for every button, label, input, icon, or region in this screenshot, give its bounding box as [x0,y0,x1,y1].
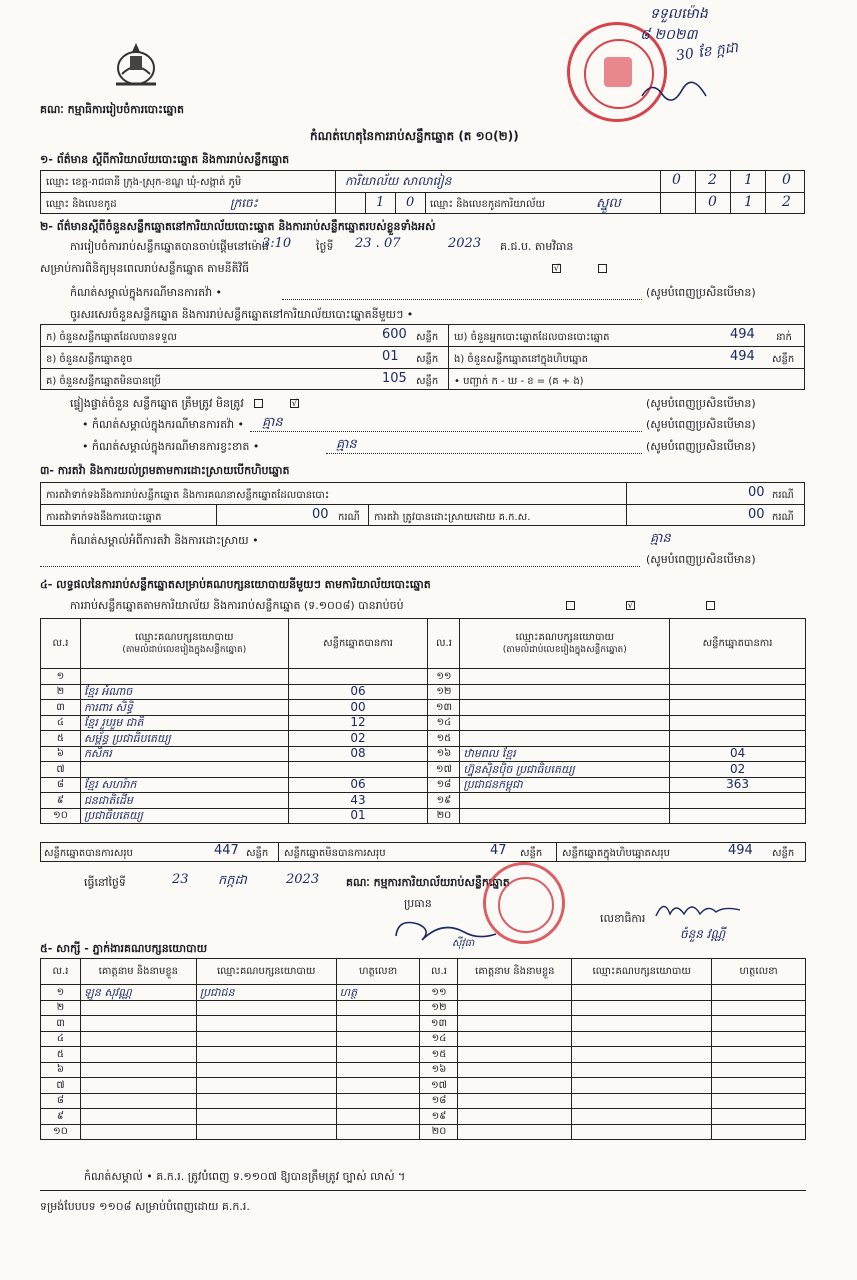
witness-row [41,1109,806,1125]
total2-label: សន្លឹកឆ្នោតមិនបានការសរុប [284,848,386,859]
section2-b1-label: • កំណត់សម្គាល់ក្នុងករណីមានការតវ៉ា • [82,418,245,431]
witness-row [41,1124,806,1140]
witness-party [572,1109,712,1125]
col-party-right: ឈ្មោះគណបក្សនយោបាយ (តាមលំដាប់លេខរៀងក្នុងសន្លឹកឆ្នោត) [460,619,670,669]
witness-signature [712,1016,806,1032]
count-left-2-value: 105 [382,371,407,386]
witness-name [458,1109,572,1125]
signer-left: ស៊ីវុធា [452,938,475,949]
section4-intro: ការរាប់សន្លឹកឆ្នោតតាមការិយាល័យ និងការរាប់សន្លឹកឆ្នោត (ទ.១០០៨) បានរាប់ចប់ [70,599,404,612]
witness-name [458,1062,572,1078]
row-no: ៦ [41,746,81,762]
section2-p1-b: ថ្ងៃទី [316,240,334,253]
corner-note-line1: ទទួលម៉ោង [650,6,708,22]
witness-name: ឡូន សុវណ្ណ [80,985,196,1001]
results-row [41,715,806,731]
count-left-0-unit: សន្លឹក [416,332,439,343]
row-party: ប្រជាធិបតេយ្យ [80,808,288,824]
section3-r2-value2: 00 [748,507,765,522]
row-votes [670,715,806,731]
count-left-1-label: ខ) ចំនួនសន្លឹកឆ្នោតខូច [46,354,133,365]
witness-signature [336,1031,420,1047]
count-right-0-unit: នាក់ [776,332,792,343]
witness-party [196,1093,336,1109]
section3-r2-unit2: ករណី [772,512,794,523]
count-left-2-unit: សន្លឹក [416,376,439,387]
witness-row [41,1093,806,1109]
row-party: ខ្មែរ អំណាច [80,684,288,700]
witness-name [458,1000,572,1016]
sign-committee: គណៈ កម្មការការិយាល័យរាប់សន្លឹកឆ្នោត [346,876,510,889]
row-votes [670,808,806,824]
witness-signature [712,1109,806,1125]
row-party [80,669,288,685]
count-right-1-value: 494 [730,349,755,364]
witness-party [196,1016,336,1032]
row-party: ជនជាតិដើម [80,793,288,809]
section3-r1-label: ការតវ៉ាទាក់ទងនឹងការរាប់សន្លឹកឆ្នោត និងការគណនាសន្លឹកឆ្នោតដែលបានបោះ [46,490,330,501]
witness-no: ៦ [41,1062,81,1078]
witness-row [41,1016,806,1032]
witness-signature [712,1093,806,1109]
witness-signature [336,1062,420,1078]
row-votes: 08 [288,746,428,762]
witness-row [41,1000,806,1016]
witness-party [196,1000,336,1016]
section2-b1-hint: (សូមបំពេញប្រសិនបើមាន) [646,418,756,431]
results-row [41,669,806,685]
row-votes: 363 [670,777,806,793]
code-right-top-1: 0 [672,172,681,188]
row-votes: 43 [288,793,428,809]
witness-party [572,985,712,1001]
checkbox-s4-c[interactable] [706,601,715,610]
witness-signature: ហត្ថ [336,985,420,1001]
witness-signature [336,1124,420,1140]
corner-note-line3: 30 ខែ ក្កដា [675,39,740,65]
section5-heading: ៥- សាក្សី - ភ្នាក់ងារគណបក្សនយោបាយ [40,942,208,955]
total2-value: 47 [490,843,507,858]
row-no: ១៦ [428,746,460,762]
witness-name [458,1093,572,1109]
row-party: ហ្វ៊ុនស៊ិនប៉ិច ប្រជាធិបតេយ្យ [460,762,670,778]
date-label: ធ្វើនៅថ្ងៃទី [84,876,126,889]
row-party [80,762,288,778]
witness-signature [712,1047,806,1063]
total3-unit: សន្លឹក [772,848,795,859]
witness-party [196,1124,336,1140]
row-party: ប្រជាជនកម្ពុជា [460,777,670,793]
witness-no: ១២ [420,1000,458,1016]
count-left-0-value: 600 [382,327,407,342]
witness-name [458,1078,572,1094]
row-no: ១១ [428,669,460,685]
witness-party [572,1124,712,1140]
witness-no: ៤ [41,1031,81,1047]
w-col-no-left: ល.រ [41,959,81,985]
section3-note-label: កំណត់សម្គាល់អំពីការតវ៉ា និងការដោះស្រាយ • [70,534,259,547]
witness-no: ១៤ [420,1031,458,1047]
section3-r2-unit: ករណី [338,512,360,523]
witness-name [458,1124,572,1140]
authority-name: គណៈ កម្មាធិការរៀបចំការបោះឆ្នោត [40,103,184,116]
section2-b2-label: • កំណត់សម្គាល់ក្នុងករណីមានការខ្វះខាត • [82,440,260,453]
col-no-left: ល.រ [41,619,81,669]
w-col-no-right: ល.រ [420,959,458,985]
witness-name [80,1109,196,1125]
witness-signature [336,1016,420,1032]
witness-no: ១១ [420,985,458,1001]
section1-row2-label: ឈ្មោះ និងលេខកូដ [46,199,117,210]
witness-signature [712,1000,806,1016]
witness-no: ១៩ [420,1109,458,1125]
row-no: ៣ [41,700,81,716]
witness-signature [712,1124,806,1140]
witness-party [572,1047,712,1063]
row-party [460,793,670,809]
section1-row1-value: ការិយាល័យ សាលារៀន [345,174,452,188]
witness-row [41,1031,806,1047]
code-right-top-2: 2 [708,172,717,188]
witness-party [196,1047,336,1063]
witness-party [196,1078,336,1094]
witness-party [572,1062,712,1078]
row-votes: 02 [288,731,428,747]
witness-no: ៨ [41,1093,81,1109]
witness-row [41,1062,806,1078]
president-signature [392,910,502,954]
row-no: ៧ [41,762,81,778]
witness-party [572,1016,712,1032]
results-row [41,762,806,778]
section2-heading: ២- ព័ត៌មានស្តីពីចំនួនសន្លឹកឆ្នោតនៅការិយាល័យបោះឆ្នោត និងការរាប់សន្លឹកឆ្នោតរបស់ខ្លួនទាំងអស់ [40,220,436,233]
witness-no: ១ [41,985,81,1001]
results-row [41,808,806,824]
checkbox-p2-b[interactable] [598,264,607,273]
row-no: ១៨ [428,777,460,793]
witness-signature [336,1000,420,1016]
row-no: ៩ [41,793,81,809]
row-no: ១ [41,669,81,685]
witness-name [80,1093,196,1109]
row-votes [670,793,806,809]
witness-signature [712,985,806,1001]
date-month: កក្កដា [218,873,247,888]
w-col-party-left: ឈ្មោះគណបក្សនយោបាយ [196,959,336,985]
row-party [460,715,670,731]
row-party [460,808,670,824]
total3-label: សន្លឹកឆ្នោតក្នុងហិបឆ្នោតសរុប [562,848,670,859]
row-party [460,684,670,700]
w-col-name-right: គោត្តនាម និងនាមខ្លួន [458,959,572,985]
witness-no: ២០ [420,1124,458,1140]
row-no: ១០ [41,808,81,824]
witness-party [572,1000,712,1016]
secretary-label: លេខាធិការ [600,912,646,925]
total1-value: 447 [214,843,239,858]
row-votes: 01 [288,808,428,824]
row-no: ២ [41,684,81,700]
section3-heading: ៣- ការតវ៉ា និងការយល់ព្រមតាមការដោះស្រាយបើកហិបឆ្នោត [40,464,290,477]
checkbox-p2-a[interactable]: √ [553,264,560,274]
results-row [41,793,806,809]
signature-top [640,78,710,108]
row-votes [670,731,806,747]
witness-signature [336,1047,420,1063]
section2-p1-time: 3:10 [262,236,292,251]
total3-value: 494 [728,843,753,858]
row-votes [288,762,428,778]
witness-no: ១៥ [420,1047,458,1063]
section2-remark-label: កំណត់សម្គាល់ក្នុងករណីមានការតវ៉ា • [70,286,223,299]
section3-r1-value: 00 [748,485,765,500]
president-label: ប្រធាន [404,897,432,910]
witness-name [80,1124,196,1140]
section2-p4-hint: (សូមបំពេញប្រសិនបើមាន) [646,397,756,410]
section2-b1-value: គ្មាន [262,415,283,430]
witness-party: ប្រជាជន [196,985,336,1001]
w-col-sign-left: ហត្ថលេខា [336,959,420,985]
section2-p4: ផ្ទៀងផ្ទាត់ចំនួន សន្លឹកឆ្នោត ត្រឹមត្រូវ មិនត្រូវ [70,397,244,410]
row-party [460,731,670,747]
witness-no: ១៨ [420,1093,458,1109]
section3-r1-unit: ករណី [772,490,794,501]
count-right-0-value: 494 [730,327,755,342]
witness-signature [336,1093,420,1109]
row-party [460,700,670,716]
witness-row [41,1047,806,1063]
section2-p1-a: ការរៀបចំការរាប់សន្លឹកឆ្នោតបានចាប់ផ្តើមនៅម៉ោង [70,240,269,253]
results-row [41,700,806,716]
row-party: ខ្មែរ រួបរួម ជាតិ [80,715,288,731]
witness-table [40,958,806,1140]
checkbox-correct[interactable] [254,399,263,408]
code-right-top-4: 0 [782,172,791,188]
section2-p1-c: គ.ជ.ប. តាមវិធាន [500,240,574,253]
witness-name [458,1031,572,1047]
witness-name [80,1016,196,1032]
row-votes: 02 [670,762,806,778]
witness-signature [336,1109,420,1125]
row-no: ១៤ [428,715,460,731]
section1-row2-value: ក្រចេះ [230,196,258,210]
col-party-left: ឈ្មោះគណបក្សនយោបាយ (តាមលំដាប់លេខរៀងក្នុងសន្លឹកឆ្នោត) [80,619,288,669]
witness-no: ១០ [41,1124,81,1140]
witness-no: ២ [41,1000,81,1016]
section1-row1-label: ឈ្មោះ ខេត្ត-រាជធានី ក្រុង-ស្រុក-ខណ្ឌ ឃុំ-សង្កាត់ ភូមិ [46,177,242,188]
form-footer: ទម្រង់បែបបទ ១១០៨ សម្រាប់បំពេញដោយ គ.ក.រ. [40,1200,250,1213]
section4-heading: ៤- លទ្ធផលនៃការរាប់សន្លឹកឆ្នោតសម្រាប់គណបក្សនយោបាយនីមួយៗ តាមការិយាល័យបោះឆ្នោត [40,578,431,591]
row-votes: 00 [288,700,428,716]
date-day: 23 [172,872,189,887]
witness-signature [712,1062,806,1078]
section5-footnote: កំណត់សម្គាល់ • គ.ក.រ. ត្រូវបំពេញ ទ.១១០៧ ឱ្យបានត្រឹមត្រូវ ច្បាស់ លាស់ ។ [84,1170,406,1183]
row-votes: 12 [288,715,428,731]
section2-p3: ចូរសរសេរចំនួនសន្លឹកឆ្នោត និងការរាប់សន្លឹកឆ្នោតនៅការិយាល័យបោះឆ្នោតនីមួយៗ • [70,308,414,321]
w-col-party-right: ឈ្មោះគណបក្សនយោបាយ [572,959,712,985]
row-party [460,669,670,685]
code-right-bottom-3: 2 [782,194,791,210]
witness-name [458,985,572,1001]
total2-unit: សន្លឹក [520,848,543,859]
count-left-2-label: គ) ចំនួនសន្លឹកឆ្នោតមិនបានប្រើ [46,376,161,387]
witness-party [196,1109,336,1125]
checkbox-incorrect[interactable]: √ [291,399,298,409]
section2-p1-year: 2023 [448,236,482,251]
witness-no: ៧ [41,1078,81,1094]
emblem-icon [110,40,162,90]
row-no: ១៣ [428,700,460,716]
row-no: ១២ [428,684,460,700]
witness-signature [712,1078,806,1094]
checkbox-s4-b[interactable]: √ [627,601,634,611]
row-votes: 06 [288,777,428,793]
signer-right: ចំនួន វណ្ណី [680,927,726,941]
count-left-1-value: 01 [382,349,399,364]
section2-b2-value: គ្មាន [336,437,357,452]
results-row [41,731,806,747]
w-col-sign-right: ហត្ថលេខា [712,959,806,985]
section2-remark-hint: (សូមបំពេញប្រសិនបើមាន) [646,286,756,299]
witness-row [41,1078,806,1094]
witness-name [458,1047,572,1063]
witness-party [196,1031,336,1047]
section1-heading: ១- ព័ត៌មាន ស្តីពីការិយាល័យបោះឆ្នោត និងការរាប់សន្លឹកឆ្នោត [40,153,290,166]
witness-name [80,1047,196,1063]
section2-p2: សម្រាប់ការពិនិត្យមុនពេលរាប់សន្លឹកឆ្នោត តាមនីតិវិធី [40,262,250,275]
results-row [41,684,806,700]
row-votes: 06 [288,684,428,700]
witness-no: ៣ [41,1016,81,1032]
code-right-bottom-1: 0 [708,194,717,210]
row-no: ១៧ [428,762,460,778]
col-no-right: ល.រ [428,619,460,669]
witness-no: ៥ [41,1047,81,1063]
results-row [41,777,806,793]
section1-row2-value2: ស្នួល [596,196,621,211]
witness-no: ១៦ [420,1062,458,1078]
row-votes [670,684,806,700]
total1-unit: សន្លឹក [246,848,269,859]
row-votes [670,700,806,716]
witness-name [80,1000,196,1016]
row-no: ៨ [41,777,81,793]
checkbox-s4-a[interactable] [566,601,575,610]
corner-note-line2: ៨ ២០២៣ [640,27,698,43]
section3-r2-value: 00 [312,507,329,522]
results-row [41,746,806,762]
row-no: ១៥ [428,731,460,747]
form-title: កំណត់ហេតុនៃការរាប់សន្លឹកឆ្នោត (ត ១០(២)) [310,129,519,143]
witness-party [196,1062,336,1078]
count-left-0-label: ក) ចំនួនសន្លឹកឆ្នោតដែលបានទទួល [46,332,177,343]
section3-note-value: គ្មាន [650,531,671,546]
witness-party [572,1078,712,1094]
witness-party [572,1093,712,1109]
witness-row [41,985,806,1001]
row-no: ៤ [41,715,81,731]
row-party: ខ្មែរ សហរ៉ាក [80,777,288,793]
witness-no: ១៣ [420,1016,458,1032]
count-left-1-unit: សន្លឹក [416,354,439,365]
count-right-1-unit: សន្លឹក [772,354,795,365]
code-left-1: 1 [376,195,385,210]
witness-no: ១៧ [420,1078,458,1094]
count-right-1-label: ង) ចំនួនសន្លឹកឆ្នោតនៅក្នុងហិបឆ្នោត [454,354,589,365]
section2-b2-hint: (សូមបំពេញប្រសិនបើមាន) [646,440,756,453]
row-party: ឋាមពល ខ្មែរ [460,746,670,762]
code-right-top-3: 1 [744,172,753,188]
section2-p1-date: 23 . 07 [355,236,401,251]
witness-name [80,1031,196,1047]
section3-note-hint: (សូមបំពេញប្រសិនបើមាន) [646,553,756,566]
witness-name [458,1016,572,1032]
results-table [40,618,806,824]
row-votes: 04 [670,746,806,762]
w-col-name-left: គោត្តនាម និងនាមខ្លួន [80,959,196,985]
section3-r2-label: ការតវ៉ាទាក់ទងនឹងការបោះឆ្នោត [46,512,162,523]
row-no: ២០ [428,808,460,824]
row-no: ១៩ [428,793,460,809]
witness-party [572,1031,712,1047]
row-party: កសិករ [80,746,288,762]
row-party: សម្ព័ន្ធ ប្រជាធិបតេយ្យ [80,731,288,747]
totals-box [40,842,806,862]
total1-label: សន្លឹកឆ្នោតបានការសរុប [44,848,133,859]
witness-name [80,1062,196,1078]
row-party: ការពារ សិទ្ធិ [80,700,288,716]
row-votes [288,669,428,685]
col-votes-left: សន្លឹកឆ្នោតបានការ [288,619,428,669]
secretary-signature [654,896,744,926]
count-right-2-label: • បញ្ជាក់ ក - ឃ - ខ = (គ + ង) [454,376,584,387]
col-votes-right: សន្លឹកឆ្នោតបានការ [670,619,806,669]
witness-no: ៩ [41,1109,81,1125]
row-no: ៥ [41,731,81,747]
row-votes [670,669,806,685]
witness-name [80,1078,196,1094]
count-right-0-label: ឃ) ចំនួនអ្នកបោះឆ្នោតដែលបានបោះឆ្នោត [454,332,610,343]
section3-r2-mid: ការតវ៉ា ត្រូវបានដោះស្រាយដោយ គ.ក.ស. [374,512,531,523]
witness-signature [336,1078,420,1094]
section1-row2-mid-label: ឈ្មោះ និងលេខកូដការិយាល័យ [430,199,545,210]
witness-signature [712,1031,806,1047]
code-left-2: 0 [406,195,415,210]
code-right-bottom-2: 1 [744,194,753,210]
date-year: 2023 [286,872,320,887]
